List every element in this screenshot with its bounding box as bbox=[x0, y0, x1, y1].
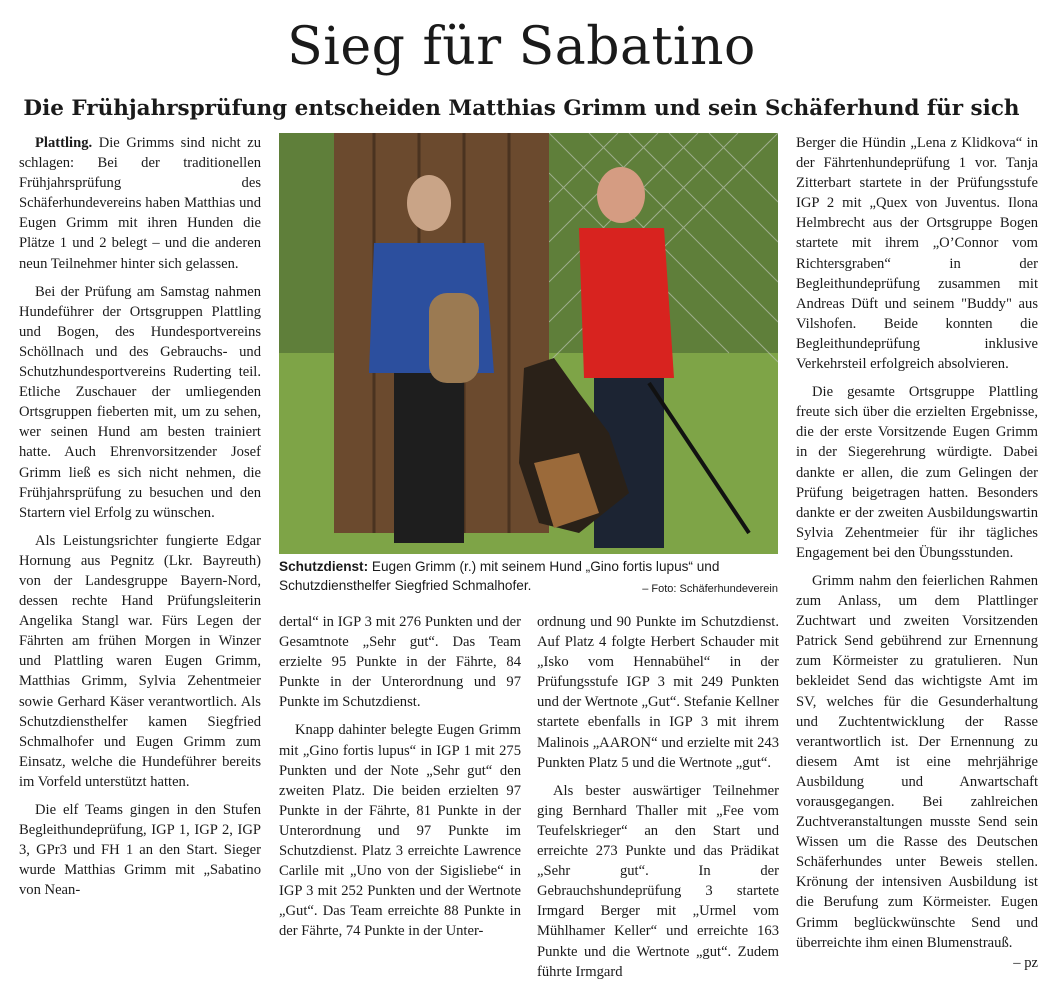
paragraph: Als Leistungsrichter fungierte Edgar Hornung aus Pegnitz (Lkr. Bayreuth) von der Landesgruppe Bayern-Nord, dessen rechte Hand Prüfungsleiterin Angelika Stangl war. Fürs Legen der Fährten am frühen Morgen in Winzer und Plattling waren Eugen Grimm, Matthias Grimm, Sylvia Zehentmeier sowie Gerhard Käser verantwortlich. Als Schutzdiensthelfer kamen Siegfried Schmalhofer und Eugen Grimm zum Einsatz, welche die Hundeführer bereits im Vorfeld unterstützt hatten. bbox=[19, 532, 261, 790]
caption-head: Schutzdienst: bbox=[279, 559, 369, 574]
column-1 bbox=[19, 133, 261, 900]
paragraph: dertal“ in IGP 3 mit 276 Punkten und der Gesamtnote „Sehr gut“. Das Team erzielte 95 Punkte in der Fährte, 84 Punkte in der Unterordnung und 97 Punkte im Schutzdienst. bbox=[279, 614, 521, 711]
photo-credit: – Foto: Schäferhundeverein bbox=[642, 583, 778, 595]
paragraph: Die elf Teams gingen in den Stufen Begleithundeprüfung, IGP 1, IGP 2, IGP 3, GPr3 und FH 1 an den Start. Sieger wurde Matthias Grimm mit „Sabatino von Nean- bbox=[19, 802, 261, 899]
photo-illustration bbox=[279, 133, 778, 554]
column-3 bbox=[537, 612, 779, 982]
subheadline: Die Frühjahrsprüfung entscheiden Matthias Grimm und sein Schäferhund für sich bbox=[23, 96, 1020, 121]
paragraph bbox=[796, 571, 1038, 971]
article-photo bbox=[279, 133, 778, 554]
column-2 bbox=[279, 612, 521, 942]
paragraph: Bei der Prüfung am Samstag nahmen Hundeführer der Ortsgruppen Plattling und Bogen, des Hundesportvereins Schöllnach und des Gebrauchs- und Schutzhundesportvereins Ruderting teil. Etliche Zuschauer der umliegenden Ortsgruppen fieberten mit, um zu sehen, wer seinen Hund am besten trainiert hatte. Auch Ehrenvorsitzender Josef Grimm ließ es sich nicht nehmen, die Frühjahrsprüfung zu besuchen und den Startern viel Erfolg zu wünschen. bbox=[19, 283, 261, 521]
paragraph: Knapp dahinter belegte Eugen Grimm mit „Gino fortis lupus“ in IGP 1 mit 275 Punkten und der Note „Sehr gut“ den zweiten Platz. Die beiden erzielten 97 Punkte in der Fährte, 81 Punkte in der Unterordnung und 97 Punkte im Schutzdienst. Platz 3 erreichte Lawrence Carlile mit „Uno von der Sigisliebe“ in IGP 3 mit 252 Punkten und der Wertnote „Gut“. Das Team erreichte 88 Punkte in der Fährte, 74 Punkte in der Unter- bbox=[279, 722, 521, 940]
paragraph bbox=[19, 133, 261, 274]
paragraph: ordnung und 90 Punkte im Schutzdienst. Auf Platz 4 folgte Herbert Schauder mit „Isko vom Hennabühel“ in der Prüfungsstufe IGP 3 mit 249 Punkten und der Wertnote „Gut“. Stefanie Kellner startete ebenfalls in IGP 3 mit ihrem Malinois „AARON“ und erzielte mit 243 Punkten Platz 5 und die Wertnote „gut“. bbox=[537, 614, 779, 771]
paragraph: Als bester auswärtiger Teilnehmer ging Bernhard Thaller mit „Fee vom Teufelskrieger“ an den Start und erreichte 273 Punkte und das Prädikat „Sehr gut“. In der Gebrauchshundeprüfung 3 startete Irmgard Berger mit „Urmel vom Mühlhamer Keller“ und erreichte 163 Punkte und die Wertnote „gut“. Zudem führte Irmgard bbox=[537, 782, 779, 980]
headline: Sieg für Sabatino bbox=[287, 17, 756, 77]
paragraph-text: Grimm nahm den feierlichen Rahmen zum Anlass, um dem Plattlinger Zuchtwart und zweiten Vorsitzenden Patrick Send gebührend zur Ernennung zum Körmeister zu gratulieren. Nun bekleidet Send das wichtigste Amt im SV, welches für die Gesunderhaltung und Zuchtentwicklung der Rasse verantwortlich ist. Der Ernennung zu diesem Amt ist eine mehrjährige Ausbildung und Anwartschaft vorausgegangen. Bei zahlreichen Zuchtveranstaltungen musste Send sein Wissen um die Rasse des Deutschen Schäferhundes unter Beweis stellen. Krönung der intensiven Ausbildung ist die Berufung zum Körmeister. Eugen Grimm beglückwünschte Send und überreichte ihm einen Blumenstrauß. bbox=[796, 572, 1038, 951]
dateline: Plattling. bbox=[35, 135, 93, 151]
column-4 bbox=[796, 133, 1038, 973]
paragraph-text: Die Grimms sind nicht zu schlagen: Bei der traditionellen Frühjahrsprüfung des Schäferhundevereins haben Matthias und Eugen Grimm mit ihren Hunden die Plätze 1 und 2 belegt – und die anderen neun Teilnehmer hinter sich gelassen. bbox=[19, 135, 261, 272]
paragraph: Berger die Hündin „Lena z Klidkova“ in der Fährtenhundeprüfung 1 vor. Tanja Zitterbart startete in der Prüfungsstufe IGP 2 mit „Quex von Juventus. Ilona Helmbrecht aus der Ortsgruppe Bogen startete mit ihrem „O’Connor vom Richtersgraben“ in der Begleithundeprüfung zusammen mit Andreas Düft und seinem "Buddy" aus Vilshofen. Beide konnten die Begleithundeprüfung inklusive Verkehrsteil erfolgreich absolvieren. bbox=[796, 135, 1038, 373]
author-signature: – pz bbox=[1013, 954, 1038, 971]
photo-caption bbox=[279, 557, 778, 599]
caption-text: Eugen Grimm (r.) mit seinem Hund „Gino fortis lupus“ und Schutzdiensthelfer Siegfried Schmalhofer. bbox=[279, 559, 720, 593]
paragraph: Die gesamte Ortsgruppe Plattling freute sich über die erzielten Ergebnisse, die der erste Vorsitzende Eugen Grimm in der Siegerehrung würdigte. Dabei dankte er allen, die zum Gelingen der Prüfung beigetragen hatten. Besonders dankte er der zweiten Ausbildungswartin Sylvia Zehentmeier für ihr tägliches Engagement bei den Übungsstunden. bbox=[796, 384, 1038, 561]
